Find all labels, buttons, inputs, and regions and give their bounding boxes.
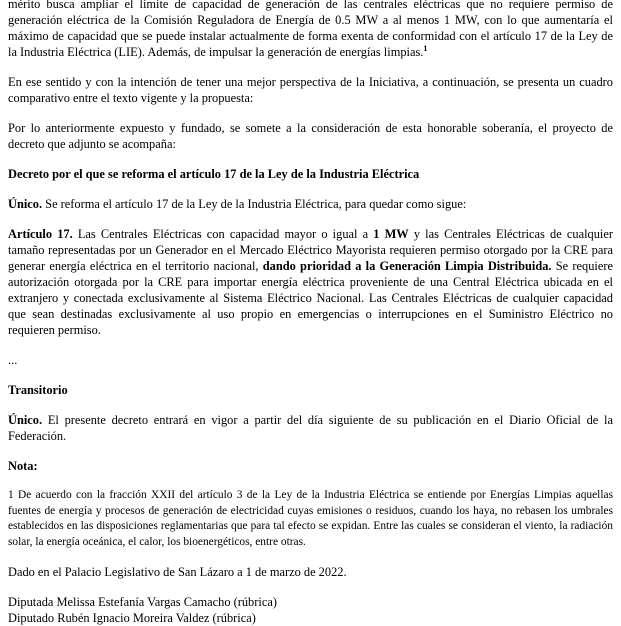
unico-reform-text: Se reforma el artículo 17 de la Ley de la Industria Eléctrica, para quedar como sigue: [42,197,467,211]
nota-heading [8,458,613,474]
dado-paragraph: Dado en el Palacio Legislativo de San Lázaro a 1 de marzo de 2022. [8,565,347,579]
submission-paragraph: Por lo anteriormente expuesto y fundado, se somete a la consideración de esta honorable soberanía, el proyecto de decreto que adjunto se acompaña: [8,121,613,151]
nota-title: Nota: [8,459,38,473]
signature-1: Diputada Melissa Estefanía Vargas Camacho (rúbrica) [8,595,277,609]
article-17-paragraph [8,226,613,338]
unico-transitorio-text: El presente decreto entrará en vigor a partir del día siguiente de su publicación en el Diario Oficial de la Federación. [8,413,613,443]
article-text-2: y las Centrales Eléctricas de cualquier tamaño representadas por un Generador en el Mercado Eléctrico Mayorista requieren permiso otorgado por la CRE para generar energía eléctrica en el territorio nacional, [8,227,613,273]
unico-transitorio-label: Único. [8,413,43,427]
intro-paragraph [8,0,613,60]
signature-2: Diputado Rubén Ignacio Moreira Valdez (rúbrica) [8,611,256,625]
article-bold-priority: dando prioridad a la Generación Limpia Distribuida. [262,259,552,273]
footnote-paragraph: 1 De acuerdo con la fracción XXII del artículo 3 de la Ley de la Industria Eléctrica se entiende por Energías Limpias aquellas fuentes de energía y procesos de generación de electricidad cuyas emisiones o residuos, cuando los haya, no rebasen los umbrales establecidos en las disposiciones reglamentarias que para tal efecto se expidan. Entre las cuales se consideran el viento, la radiación solar, la energía oceánica, el calor, los bioenergéticos, entre otras. [8,489,613,548]
article-bold-capacity: 1 MW [373,227,409,241]
article-text-1: Las Centrales Eléctricas con capacidad mayor o igual a [72,227,374,241]
decree-title [8,166,613,182]
article-label: Artículo 17. [8,227,73,241]
unico-transitorio-paragraph [8,412,613,444]
unico-reform-paragraph [8,196,613,212]
footnote-ref[interactable]: 1 [423,43,428,53]
article-text-3: Se requiere autorización otorgada por la CRE para importar energía eléctrica proveniente de una Central Eléctrica ubicada en el extranjero y conectada exclusivamente al Sistema Eléctrico Nacional. Las Centrales Eléctricas de cualquier capacidad que sean destinadas exclusivamente al uso propio en emergencias o interrupciones en el Suministro Eléctrico no requieren permiso. [8,259,613,337]
transitorio-title: Transitorio [8,383,68,397]
decree-title-text: Decreto por el que se reforma el artículo 17 de la Ley de la Industria Eléctrica [8,167,420,181]
intro-text: mérito busca ampliar el límite de capacidad de generación de las centrales eléctricas que no requiere permiso de generación eléctrica de la Comisión Reguladora de Energía de 0.5 MW a al menos 1 MW, con lo que aumentaría el máximo de capacidad que se puede instalar actualmente de forma exenta de conformidad con el artículo 17 de la Ley de la Industria Eléctrica (LIE). Además, de impulsar la generación de energías limpias. [8,0,613,59]
ellipsis: ... [8,353,18,367]
comparative-paragraph: En ese sentido y con la intención de tener una mejor perspectiva de la Iniciativa, a continuación, se presenta un cuadro comparativo entre el texto vigente y la propuesta: [8,75,613,105]
unico-label: Único. [8,197,43,211]
transitorio-heading [8,382,613,398]
